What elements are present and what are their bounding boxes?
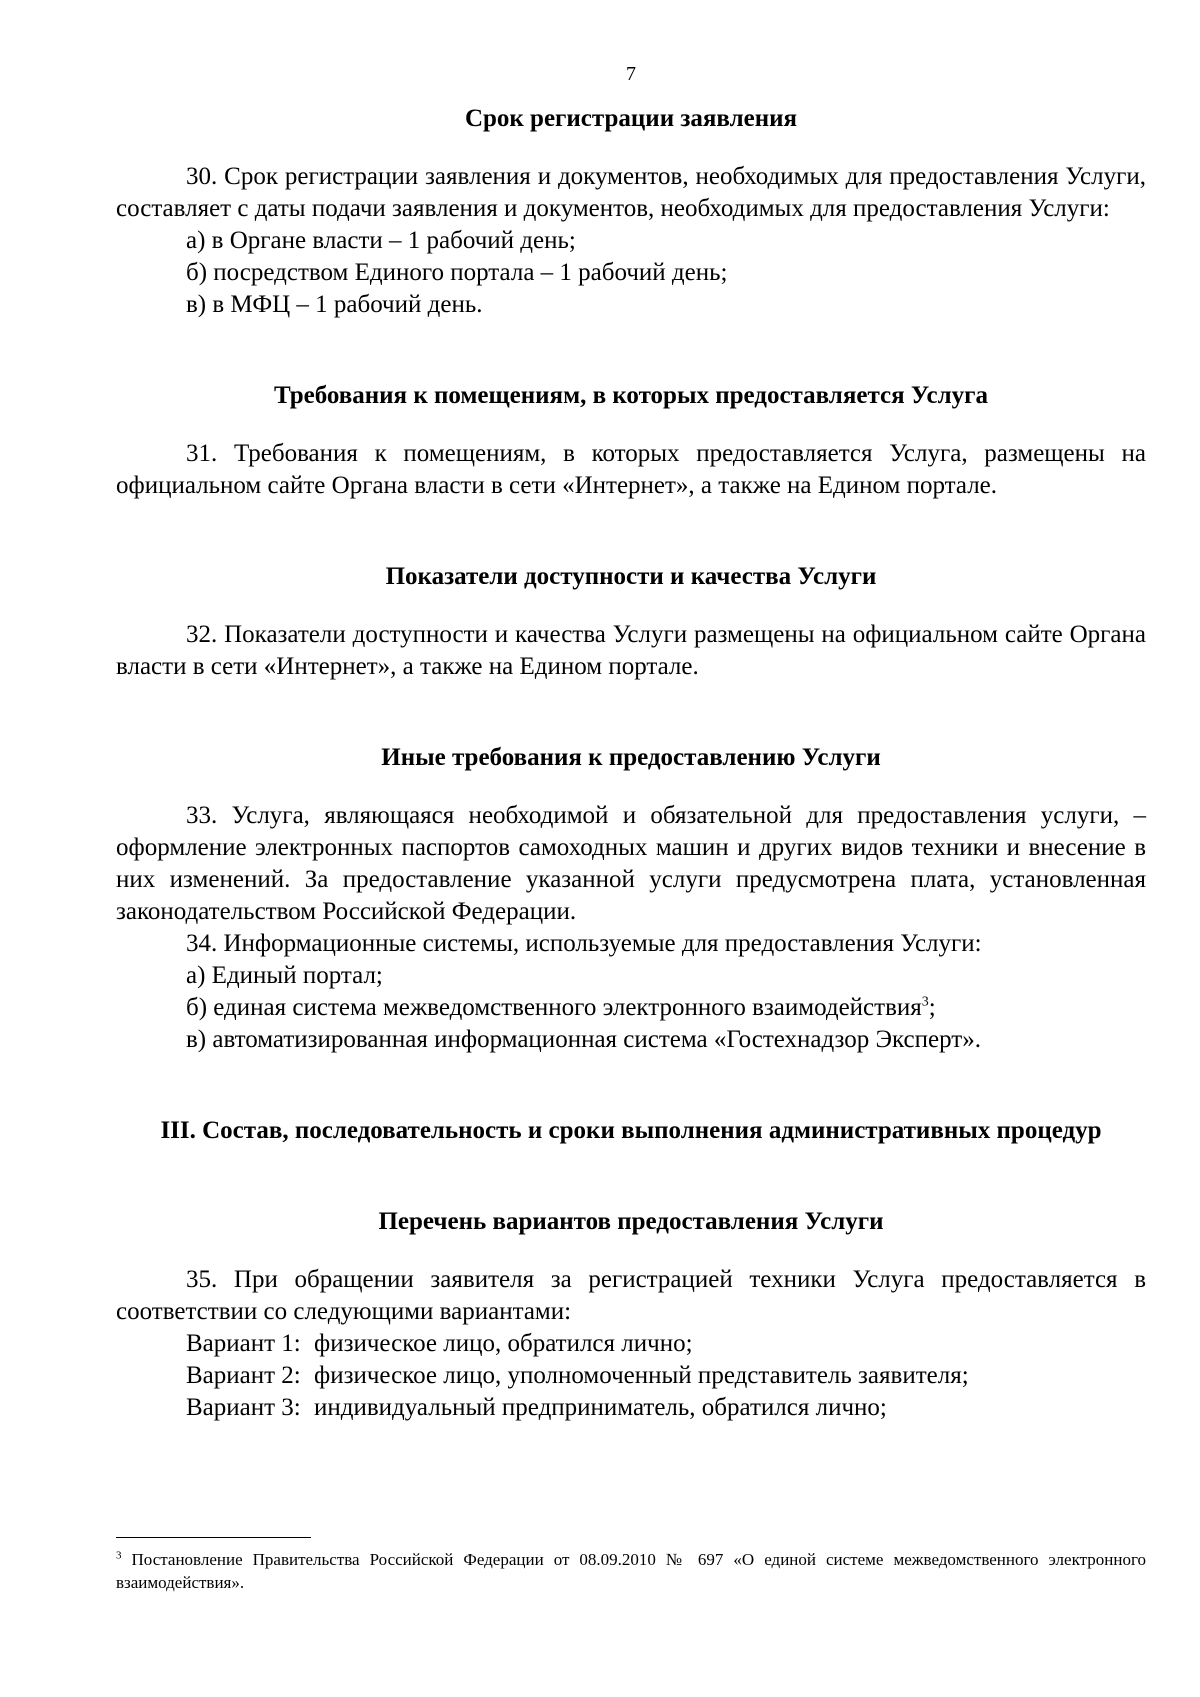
list-item: б) посредством Единого портала – 1 рабочий день; [186,259,728,286]
paragraph-31: 31. Требования к помещениям, в которых предоставляется Услуга, размещены на официальном сайте Органа власти в сети «Интернет», а также на Едином портале. [116,440,1146,499]
variant-text: индивидуальный предприниматель, обратился лично; [314,1394,887,1421]
list-item: а) Единый портал; [186,962,383,989]
variant-name: Вариант 3: [186,1394,301,1421]
page-number: 7 [626,63,636,85]
variant-item [116,1360,1146,1392]
variant-item [116,1392,1146,1424]
list-item [116,992,1146,1024]
variant-name: Вариант 2: [186,1362,301,1389]
list-item: в) в МФЦ – 1 рабочий день. [186,291,483,318]
paragraph-33: 33. Услуга, являющаяся необходимой и обязательной для предоставления услуги, – оформление электронных паспортов самоходных машин и других видов техники и внесение в них изменений. За предоставление указанной услуги предусмотрена плата, установленная законодательством Российской Федерации. [116,802,1146,925]
footnote-separator [116,1537,311,1538]
paragraph-34: 34. Информационные системы, используемые для предоставления Услуги: [186,930,982,957]
document-page [116,60,1146,1424]
variant-text: физическое лицо, обратился лично; [314,1330,693,1357]
list-item-text: б) единая система межведомственного электронного взаимодействия [186,994,922,1021]
paragraph-35: 35. При обращении заявителя за регистрацией техники Услуга предоставляется в соответствии со следующими вариантами: [116,1266,1146,1325]
section-heading-registration-term: Срок регистрации заявления [464,105,798,132]
list-item: в) автоматизированная информационная система «Гостехнадзор Эксперт». [186,1026,981,1053]
section-heading-other-requirements: Иные требования к предоставлению Услуги [381,744,881,771]
section-heading-accessibility-indicators: Показатели доступности и качества Услуги [385,563,877,590]
paragraph-32: 32. Показатели доступности и качества Услуги размещены на официальном сайте Органа власти в сети «Интернет», а также на Едином портале. [116,621,1146,680]
footnote [116,1548,1146,1594]
footnote-reference[interactable]: 3 [921,994,929,1010]
list-item-end: ; [928,994,936,1021]
footnote-text: Постановление Правительства Российской Федерации от 08.09.2010 № 697 «О единой системе межведомственного электронного взаимодействия». [116,1550,1146,1592]
chapter-heading-iii: III. Состав, последовательность и сроки выполнения административных процедур [160,1117,1102,1144]
paragraph-30: 30. Срок регистрации заявления и документов, необходимых для предоставления Услуги, составляет с даты подачи заявления и документов, необходимых для предоставления Услуги: [116,163,1146,222]
list-item: а) в Органе власти – 1 рабочий день; [186,227,576,254]
footnote-marker: 3 [116,1549,122,1562]
section-heading-premises-requirements: Требования к помещениям, в которых предоставляется Услуга [273,382,989,409]
variant-name: Вариант 1: [186,1330,301,1357]
variant-item [116,1328,1146,1360]
section-heading-service-variants: Перечень вариантов предоставления Услуги [378,1208,884,1235]
variant-text: физическое лицо, уполномоченный представитель заявителя; [314,1362,969,1389]
